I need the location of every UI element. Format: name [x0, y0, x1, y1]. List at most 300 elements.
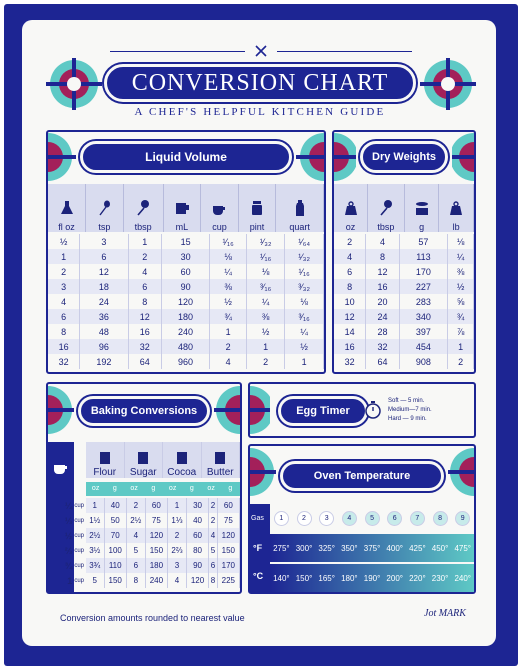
table-cell: 10 [334, 294, 366, 309]
table-cell: ⅛ [247, 264, 285, 279]
gas-mark-circle: 9 [455, 511, 470, 526]
table-cell: 6 [128, 279, 161, 294]
table-cell: 64 [128, 354, 161, 369]
table-cell: 28 [366, 324, 399, 339]
table-cell: 8 [128, 294, 161, 309]
header-rule-left [110, 51, 245, 52]
table-cell: 60 [161, 264, 209, 279]
table-cell: 240 [161, 324, 209, 339]
oven-f-label: °F [253, 543, 263, 553]
table-cell: 6 [209, 558, 217, 573]
ingredient-label: Sugar [129, 467, 157, 478]
ingredient-header [163, 442, 202, 478]
liquid-volume-title: Liquid Volume [80, 141, 292, 173]
table-cell: 100 [104, 543, 126, 558]
table-cell: 1 [128, 234, 161, 249]
table-cell: 12 [80, 264, 128, 279]
ornament-top-left [46, 58, 102, 110]
baking-amount-column [48, 498, 86, 588]
cup-unit: cup [74, 517, 84, 524]
measuring-cup-icon [174, 200, 190, 216]
ornament-oven-left [250, 446, 276, 498]
table-cell: ¹⁄₃₂ [285, 249, 324, 264]
table-cell: 4 [366, 234, 399, 249]
table-cell: 4 [126, 528, 145, 543]
table-cell: 48 [80, 324, 128, 339]
table-cell: 60 [186, 528, 208, 543]
table-cell: 2 [210, 339, 247, 354]
temp-value: 275° [273, 543, 290, 553]
ingredient-label: Flour [93, 467, 117, 478]
table-cell: 8 [48, 324, 80, 339]
table-cell: 227 [399, 279, 448, 294]
table-cell: 16 [48, 339, 80, 354]
table-cell: ³⁄₃₂ [285, 279, 324, 294]
temp-value: 180° [341, 573, 358, 583]
fork-knife-icon [254, 44, 268, 58]
table-cell: 96 [80, 339, 128, 354]
table-cell: 64 [366, 354, 399, 369]
table-cell: 20 [366, 294, 399, 309]
cup-fraction: ⅔ [64, 545, 73, 556]
ornament-liquid-left [48, 132, 76, 182]
cup-icon [53, 462, 69, 476]
table-cell: 36 [80, 309, 128, 324]
table-cell: 4 [209, 528, 217, 543]
table-cell: 4 [48, 294, 80, 309]
table-row [334, 294, 474, 309]
temp-value: 200° [386, 573, 403, 583]
liquid-col-pint: pint [238, 184, 276, 232]
table-cell: 1 [168, 498, 187, 513]
table-cell: 32 [334, 354, 366, 369]
table-row [48, 249, 324, 264]
table-cell: ⅜ [247, 309, 285, 324]
table-cell: 4 [210, 354, 247, 369]
table-cell: ⅛ [448, 234, 474, 249]
table-row [334, 264, 474, 279]
table-row [48, 294, 324, 309]
table-row [86, 558, 240, 573]
table-cell: 2 [209, 498, 217, 513]
table-cell: 5 [86, 573, 104, 588]
weight-icon [343, 200, 359, 216]
gas-mark [338, 511, 361, 526]
table-cell: 180 [161, 309, 209, 324]
gas-mark [451, 511, 474, 526]
table-row [334, 324, 474, 339]
temp-value: 240° [454, 573, 471, 583]
table-cell: 50 [104, 513, 126, 528]
dry-col-tbsp: tbsp [368, 184, 405, 232]
table-cell: 32 [48, 354, 80, 369]
table-cell: 960 [161, 354, 209, 369]
table-cell: 60 [217, 498, 239, 513]
oven-gas-row [270, 504, 474, 532]
table-cell: 2 [448, 354, 474, 369]
table-cell: 2 [247, 354, 285, 369]
temp-value: 230° [431, 573, 449, 583]
table-row [48, 324, 324, 339]
dry-header-row [334, 184, 474, 232]
page-title: CONVERSION CHART [104, 64, 416, 102]
oven-f-row [270, 534, 474, 562]
cup-amount [48, 558, 86, 573]
table-cell: ⅜ [210, 279, 247, 294]
table-cell: ⅞ [448, 324, 474, 339]
table-cell: 192 [80, 354, 128, 369]
pint-jar-icon [249, 200, 265, 216]
table-cell: 30 [161, 249, 209, 264]
table-cell: 3 [48, 279, 80, 294]
ornament-baking-right [214, 384, 240, 436]
table-row [86, 498, 240, 513]
table-cell: 75 [145, 513, 167, 528]
temp-value: 325° [318, 543, 335, 553]
table-cell: 113 [399, 249, 448, 264]
table-cell: ½ [48, 234, 80, 249]
cup-fraction: ¾ [64, 560, 73, 571]
egg-timer-title: Egg Timer [278, 396, 368, 426]
table-cell: 16 [128, 324, 161, 339]
table-cell: ¾ [448, 309, 474, 324]
table-cell: 60 [145, 498, 167, 513]
oven-gas-label: Gas [251, 515, 264, 522]
table-cell: ⅝ [448, 294, 474, 309]
temp-value: 190° [363, 573, 381, 583]
liquid-volume-rows [48, 234, 324, 369]
table-cell: 90 [186, 558, 208, 573]
table-cell: 40 [104, 498, 126, 513]
unit-label: oz [207, 485, 215, 492]
temp-value: 150° [295, 573, 313, 583]
table-cell: 150 [217, 543, 239, 558]
cup-amount [48, 528, 86, 543]
temp-value: 425° [409, 543, 426, 553]
table-cell: 90 [161, 279, 209, 294]
table-cell: 480 [161, 339, 209, 354]
cup-fraction: ¼ [64, 500, 73, 511]
table-cell: ¹⁄₃₂ [247, 234, 285, 249]
header-rule-right [277, 51, 412, 52]
table-cell: 15 [161, 234, 209, 249]
cup-amount [48, 543, 86, 558]
table-cell: 1⅓ [168, 513, 187, 528]
liquid-col-cup: cup [201, 184, 239, 232]
egg-timer-medium: Medium—7 min. [388, 407, 432, 413]
table-cell: 24 [366, 309, 399, 324]
table-cell: 170 [399, 264, 448, 279]
table-cell: ¾ [210, 309, 247, 324]
table-cell: 908 [399, 354, 448, 369]
table-cell: 1 [86, 498, 104, 513]
table-cell: 150 [104, 573, 126, 588]
oven-c-label: °C [253, 571, 264, 581]
unit-label: g [151, 485, 156, 492]
gas-mark [361, 511, 384, 526]
table-cell: 2 [126, 498, 145, 513]
table-cell: ¼ [285, 324, 324, 339]
tablespoon-icon [135, 200, 151, 216]
gas-mark-circle: 7 [410, 511, 425, 526]
table-cell: 2 [128, 249, 161, 264]
table-cell: ¹⁄₁₆ [285, 264, 324, 279]
table-cell: ¼ [247, 294, 285, 309]
table-cell: 240 [145, 573, 167, 588]
table-cell: 1 [247, 339, 285, 354]
dry-col-lb: lb [439, 184, 474, 232]
dry-weights-rows [334, 234, 474, 369]
stopwatch-icon [364, 400, 382, 420]
cup-unit: cup [74, 562, 84, 569]
baking-ingredient-header [86, 442, 240, 478]
dry-col-g: g [404, 184, 439, 232]
cup-unit: cup [74, 577, 84, 584]
table-row [86, 573, 240, 588]
table-cell: 110 [104, 558, 126, 573]
cup-fraction: ⅓ [64, 515, 73, 526]
brand-logo: Jot MARK [424, 608, 466, 619]
gas-mark [406, 511, 429, 526]
cup-icon [211, 200, 227, 216]
table-cell: 16 [366, 279, 399, 294]
table-cell: 8 [209, 573, 217, 588]
table-cell: 225 [217, 573, 239, 588]
table-cell: 8 [126, 573, 145, 588]
temp-value: 220° [409, 573, 426, 583]
table-cell: 1 [285, 354, 324, 369]
gas-mark-circle: 2 [297, 511, 312, 526]
temp-value: 475° [454, 543, 471, 553]
baking-rows [86, 498, 240, 588]
ornament-baking-left [48, 384, 74, 436]
table-cell: 6 [334, 264, 366, 279]
temp-value: 140° [273, 573, 290, 583]
cup-fraction: ½ [64, 530, 73, 541]
table-cell: 75 [217, 513, 239, 528]
temp-value: 165° [318, 573, 335, 583]
table-cell: ¹⁄₆₄ [285, 234, 324, 249]
weight-lb-icon [448, 200, 464, 216]
table-row [86, 528, 240, 543]
table-cell: 6 [80, 249, 128, 264]
table-cell: ½ [210, 294, 247, 309]
table-cell: ½ [285, 339, 324, 354]
ornament-dry-left [334, 132, 356, 182]
gas-mark [293, 511, 316, 526]
gas-mark-circle: 1 [274, 511, 289, 526]
temp-value: 450° [431, 543, 449, 553]
table-cell: 12 [366, 264, 399, 279]
table-row [48, 279, 324, 294]
unit-label: oz [168, 485, 177, 492]
table-cell: 80 [186, 543, 208, 558]
teaspoon-icon [96, 200, 112, 216]
table-cell: ½ [448, 279, 474, 294]
liquid-col-tbsp: tbsp [123, 184, 163, 232]
egg-timer-soft: Soft — 5 min. [388, 398, 425, 404]
temp-value: 400° [386, 543, 403, 553]
table-cell: 6 [48, 309, 80, 324]
table-cell: 3½ [86, 543, 104, 558]
unit-label: oz [130, 485, 138, 492]
cup-unit: cup [74, 547, 84, 554]
table-cell: 70 [104, 528, 126, 543]
table-cell: 2⅔ [168, 543, 187, 558]
cup-unit: cup [74, 502, 84, 509]
table-cell: 2½ [86, 528, 104, 543]
table-cell: ¹⁄₁₆ [247, 249, 285, 264]
oven-title: Oven Temperature [280, 461, 444, 491]
gas-mark-circle: 3 [319, 511, 334, 526]
table-row [86, 513, 240, 528]
oven-c-row [270, 564, 474, 592]
cup-fraction: 1 [67, 575, 73, 586]
table-cell: 454 [399, 339, 448, 354]
ornament-top-right [420, 58, 476, 110]
table-cell: ½ [247, 324, 285, 339]
baking-title: Baking Conversions [78, 396, 210, 426]
table-cell: 1 [48, 249, 80, 264]
table-cell: ³⁄₁₆ [247, 279, 285, 294]
table-cell: 12 [128, 309, 161, 324]
table-cell: 120 [186, 573, 208, 588]
unit-label: g [112, 485, 117, 492]
table-cell: 16 [334, 339, 366, 354]
table-cell: 120 [217, 528, 239, 543]
ingredient-header [86, 442, 125, 478]
table-cell: 397 [399, 324, 448, 339]
ornament-timer-left [250, 384, 270, 436]
table-cell: 4 [168, 573, 187, 588]
table-cell: 3 [80, 234, 128, 249]
table-cell: ⅜ [448, 264, 474, 279]
table-cell: 30 [186, 498, 208, 513]
gas-mark-circle: 4 [342, 511, 357, 526]
table-cell: 6 [126, 558, 145, 573]
ornament-liquid-right [296, 132, 324, 182]
dry-weights-title: Dry Weights [360, 141, 448, 173]
table-cell: 2 [168, 528, 187, 543]
dry-weights-table [334, 184, 474, 232]
table-cell: 120 [145, 528, 167, 543]
table-cell: 2 [48, 264, 80, 279]
egg-timer-hard: Hard — 9 min. [388, 416, 427, 422]
table-row [334, 234, 474, 249]
table-cell: 18 [80, 279, 128, 294]
table-cell: 283 [399, 294, 448, 309]
cup-amount [48, 573, 86, 588]
ornament-oven-right [448, 446, 474, 498]
table-row [86, 543, 240, 558]
gas-mark-circle: 8 [433, 511, 448, 526]
liquid-col-floz: fl oz [48, 184, 86, 232]
ingredient-icon [138, 452, 148, 464]
cup-unit: cup [74, 532, 84, 539]
baking-unit-row [86, 482, 240, 496]
table-cell: 4 [128, 264, 161, 279]
table-row [48, 339, 324, 354]
table-cell: 1½ [86, 513, 104, 528]
dry-col-oz: oz [334, 184, 368, 232]
gas-mark-circle: 5 [365, 511, 380, 526]
liquid-col-tsp: tsp [86, 184, 124, 232]
table-cell: 8 [334, 279, 366, 294]
table-row [334, 279, 474, 294]
gas-mark [315, 511, 338, 526]
table-cell: 1 [448, 339, 474, 354]
table-cell: 32 [366, 339, 399, 354]
table-row [334, 249, 474, 264]
table-cell: 340 [399, 309, 448, 324]
liquid-col-quart: quart [276, 184, 324, 232]
table-cell: 150 [145, 543, 167, 558]
flask-icon [59, 200, 75, 216]
table-cell: 180 [145, 558, 167, 573]
footer-note: Conversion amounts rounded to nearest value [60, 613, 245, 623]
gas-mark-circle: 6 [387, 511, 402, 526]
table-cell: 2½ [126, 513, 145, 528]
unit-label: g [189, 485, 194, 492]
ingredient-header [202, 442, 241, 478]
page-subtitle: A CHEF'S HELPFUL KITCHEN GUIDE [134, 106, 386, 118]
table-row [48, 309, 324, 324]
table-cell: 8 [366, 249, 399, 264]
table-cell: 2 [209, 513, 217, 528]
table-cell: ¹⁄₁₆ [210, 234, 247, 249]
table-cell: 5 [209, 543, 217, 558]
table-cell: 40 [186, 513, 208, 528]
table-cell: 14 [334, 324, 366, 339]
quart-bottle-icon [292, 200, 308, 216]
table-cell: ¼ [210, 264, 247, 279]
gas-mark [270, 511, 293, 526]
table-cell: 120 [161, 294, 209, 309]
table-cell: 1 [210, 324, 247, 339]
table-cell: 32 [128, 339, 161, 354]
liquid-volume-table [48, 184, 324, 232]
table-row [48, 234, 324, 249]
table-cell: 12 [334, 309, 366, 324]
table-cell: 57 [399, 234, 448, 249]
liquid-header-row [48, 184, 324, 232]
cup-amount [48, 513, 86, 528]
table-cell: 3¾ [86, 558, 104, 573]
table-row [334, 354, 474, 369]
cup-amount [48, 498, 86, 513]
spoon-icon [378, 200, 394, 216]
table-cell: 5 [126, 543, 145, 558]
table-cell: ¼ [448, 249, 474, 264]
table-cell: ³⁄₁₆ [285, 309, 324, 324]
ornament-dry-right [452, 132, 474, 182]
table-cell: ⅛ [285, 294, 324, 309]
scale-icon [414, 200, 430, 216]
table-cell: 2 [334, 234, 366, 249]
table-cell: 24 [80, 294, 128, 309]
ingredient-label: Cocoa [167, 467, 197, 478]
table-row [48, 354, 324, 369]
table-cell: ⅛ [210, 249, 247, 264]
ingredient-icon [177, 452, 187, 464]
temp-value: 375° [363, 543, 381, 553]
table-row [334, 339, 474, 354]
table-row [334, 309, 474, 324]
liquid-col-ml: mL [163, 184, 201, 232]
table-cell: 3 [168, 558, 187, 573]
unit-label: g [228, 485, 233, 492]
gas-mark [383, 511, 406, 526]
